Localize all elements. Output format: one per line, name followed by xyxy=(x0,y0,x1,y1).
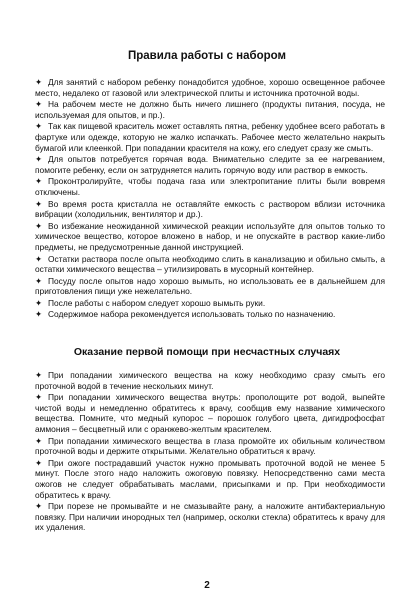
list-item-text: Во время роста кристалла не оставляйте емкость с раствором вблизи источника вибрации (холодильник, вентилятор и др.). xyxy=(35,198,385,220)
section-title-first-aid: Оказание первой помощи при несчастных случаях xyxy=(73,346,341,358)
list-item-text: Посуду после опытов надо хорошо вымыть, но использовать ее в дальнейшем для приготовления пищи уже нежелательно. xyxy=(35,275,385,297)
bullet-star-icon: ✦ xyxy=(35,501,43,512)
rules-list xyxy=(35,77,385,321)
bullet-star-icon: ✦ xyxy=(35,77,43,87)
list-item xyxy=(35,458,385,500)
list-item xyxy=(35,199,385,220)
bullet-star-icon: ✦ xyxy=(35,220,43,231)
list-item xyxy=(35,176,385,197)
bullet-star-icon: ✦ xyxy=(35,275,43,286)
list-item-text: Остатки раствора после опыта необходимо слить в канализацию и обильно смыть, а остатки химического вещества – утилизировать в мусорный контейнер. xyxy=(35,253,385,275)
bullet-star-icon: ✦ xyxy=(35,370,43,380)
bullet-star-icon: ✦ xyxy=(35,253,43,264)
list-item xyxy=(35,501,385,533)
list-item xyxy=(35,121,385,153)
bullet-star-icon: ✦ xyxy=(35,176,43,187)
list-item-text: При попадании химического вещества внутрь: прополощите рот водой, выпейте чистой воды и немедленно обратитесь к врачу, сообщив ему название химического вещества. Помните, что медный купорос – порошок голубого цвета, дигидрофосфат аммония – бесцветный или с оранжево-желтым красителем. xyxy=(35,392,385,434)
list-item xyxy=(35,254,385,275)
bullet-star-icon: ✦ xyxy=(35,457,43,468)
list-item xyxy=(35,436,385,457)
list-item xyxy=(35,298,385,309)
list-item-text: Так как пищевой краситель может оставлять пятна, ребенку удобнее всего работать в фартуке или одежде, которую не жалко испачкать. Рабочее место желательно накрыть бумагой или клеенкой. При попадании красителя на кожу, его следует сразу же смыть. xyxy=(35,121,385,153)
page-number: 2 xyxy=(204,580,210,591)
list-item xyxy=(35,99,385,120)
list-item-text: При порезе не промывайте и не смазывайте рану, а наложите антибактериальную повязку. При наличии инородных тел (например, осколки стекла) обратитесь к врачу для их удаления. xyxy=(35,501,385,533)
bullet-star-icon: ✦ xyxy=(35,121,43,132)
list-item-text: При попадании химического вещества в глаза промойте их обильным количеством проточной воды и держите открытыми. Желательно обратиться к врачу. xyxy=(35,435,385,457)
list-item xyxy=(35,221,385,253)
list-item-text: На рабочем месте не должно быть ничего лишнего (продукты питания, посуда, не используемая для опытов, и пр.). xyxy=(35,99,385,120)
list-item xyxy=(35,77,385,98)
bullet-star-icon: ✦ xyxy=(35,392,43,403)
bullet-star-icon: ✦ xyxy=(35,198,43,209)
list-item xyxy=(35,392,385,434)
list-item-text: При попадании химического вещества на кожу необходимо сразу смыть его проточной водой в течение нескольких минут. xyxy=(35,370,385,391)
bullet-star-icon: ✦ xyxy=(35,435,43,446)
list-item xyxy=(35,276,385,297)
list-item-text: Содержимое набора рекомендуется использовать только по назначению. xyxy=(48,309,336,320)
bullet-star-icon: ✦ xyxy=(35,297,43,308)
bullet-star-icon: ✦ xyxy=(35,154,43,165)
first-aid-list xyxy=(35,370,385,534)
list-item-text: После работы с набором следует хорошо вымыть руки. xyxy=(48,297,266,308)
list-item xyxy=(35,370,385,391)
bullet-star-icon: ✦ xyxy=(35,309,43,320)
list-item xyxy=(35,154,385,175)
list-item-text: Для опытов потребуется горячая вода. Внимательно следите за ее нагреванием, помогите ребенку, если он затрудняется налить горячую воду или раствор в емкость. xyxy=(35,154,385,175)
list-item-text: Во избежание неожиданной химической реакции используйте для опытов только то химическое вещество, которое вложено в набор, и не опускайте в раствор какие-либо предметы, не предусмотренные данной инструкцией. xyxy=(35,220,385,252)
section-title-rules: Правила работы с набором xyxy=(127,50,287,62)
list-item-text: Проконтролируйте, чтобы подача газа или электропитание плиты были вовремя отключены. xyxy=(35,176,385,197)
list-item-text: При ожоге пострадавший участок нужно промывать проточной водой не менее 5 минут. После этого надо наложить ожоговую повязку. Непосредственно сами места ожогов не следует обрабатывать маслами, присыпками и пр. При необходимости обратитесь к врачу. xyxy=(35,457,385,500)
bullet-star-icon: ✦ xyxy=(35,99,43,110)
list-item-text: Для занятий с набором ребенку понадобится удобное, хорошо освещенное рабочее место, недалеко от газовой или электрической плиты и источника проточной воды. xyxy=(35,77,385,98)
list-item xyxy=(35,309,385,320)
